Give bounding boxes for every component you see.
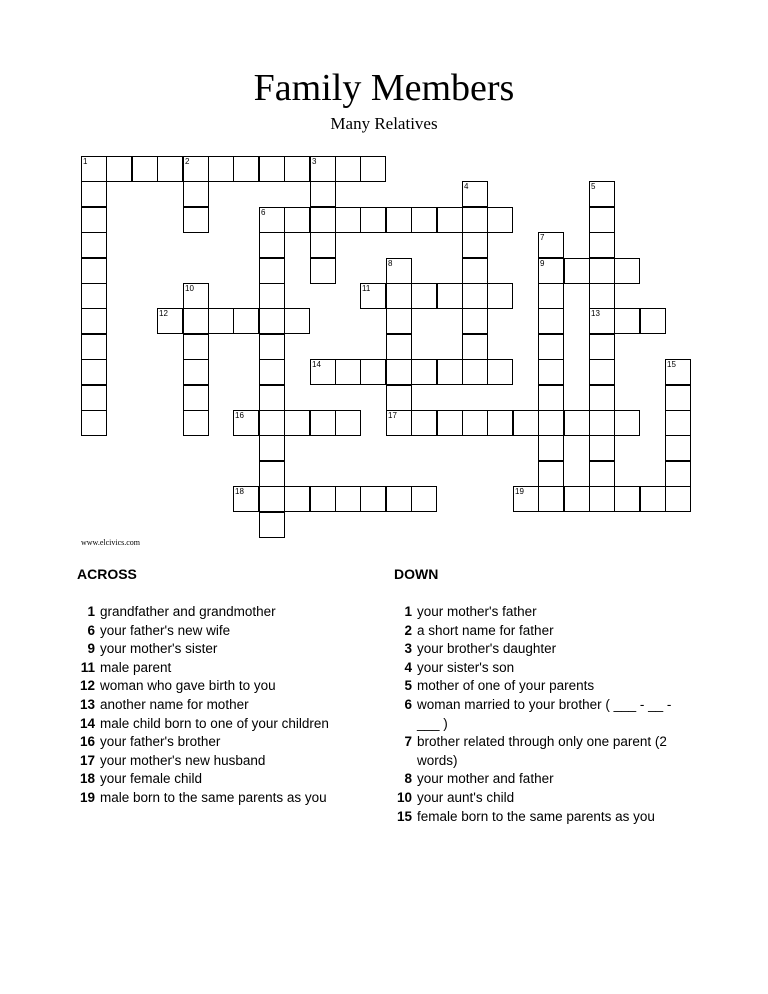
clue-text: your brother's daughter — [417, 641, 557, 657]
down-clue-list — [394, 603, 694, 826]
grid-cell[interactable] — [589, 308, 615, 334]
grid-cell[interactable] — [360, 283, 386, 309]
grid-cell[interactable] — [132, 156, 158, 182]
grid-cell[interactable] — [589, 410, 615, 436]
clue-text: brother related through only one parent (2 words) — [417, 734, 667, 768]
grid-cell[interactable] — [259, 334, 285, 360]
cell-number: 6 — [261, 208, 266, 217]
grid-cell[interactable] — [665, 486, 691, 512]
grid-cell[interactable] — [310, 258, 336, 284]
grid-cell[interactable] — [589, 207, 615, 233]
clue-text: your father's brother — [100, 734, 221, 750]
grid-cell[interactable] — [183, 359, 209, 385]
clue-text: a short name for father — [417, 622, 554, 638]
cell-number: 2 — [185, 157, 190, 166]
clue-number: 1 — [404, 604, 412, 619]
grid-cell[interactable] — [81, 334, 107, 360]
grid-cell[interactable] — [284, 156, 310, 182]
cell-number: 12 — [159, 309, 168, 318]
grid-cell[interactable] — [81, 308, 107, 334]
grid-cell[interactable] — [335, 486, 361, 512]
across-clue-13 — [77, 696, 377, 715]
grid-cell[interactable] — [411, 207, 437, 233]
grid-cell[interactable] — [310, 486, 336, 512]
grid-cell[interactable] — [183, 308, 209, 334]
grid-cell[interactable] — [157, 308, 183, 334]
grid-cell[interactable] — [487, 283, 513, 309]
grid-cell[interactable] — [665, 410, 691, 436]
across-clue-19 — [77, 789, 377, 808]
grid-cell[interactable] — [437, 410, 463, 436]
clue-number: 7 — [404, 734, 412, 750]
clue-text: female born to the same parents as you — [417, 808, 655, 824]
clue-number: 16 — [79, 734, 95, 750]
grid-cell[interactable] — [360, 486, 386, 512]
cell-number: 9 — [540, 259, 545, 268]
grid-cell[interactable] — [538, 486, 564, 512]
grid-cell[interactable] — [411, 283, 437, 309]
grid-cell[interactable] — [259, 385, 285, 411]
clue-text: your aunt's child — [417, 789, 515, 805]
clue-number: 11 — [80, 659, 95, 675]
across-heading: ACROSS — [77, 566, 137, 582]
grid-cell[interactable] — [665, 359, 691, 385]
grid-cell[interactable] — [259, 410, 285, 436]
grid-cell[interactable] — [233, 486, 259, 512]
clue-number: 18 — [79, 771, 95, 787]
grid-cell[interactable] — [335, 410, 361, 436]
clue-text: woman who gave birth to you — [100, 678, 276, 694]
down-heading: DOWN — [394, 566, 439, 582]
down-clue-2 — [394, 622, 694, 641]
clue-text: grandfather and grandmother — [100, 604, 276, 619]
grid-cell[interactable] — [386, 486, 412, 512]
grid-cell[interactable] — [589, 258, 615, 284]
grid-cell[interactable] — [411, 359, 437, 385]
grid-cell[interactable] — [462, 232, 488, 258]
grid-cell[interactable] — [386, 385, 412, 411]
grid-cell[interactable] — [284, 308, 310, 334]
grid-cell[interactable] — [589, 385, 615, 411]
clue-text: your mother and father — [417, 771, 554, 787]
grid-cell[interactable] — [614, 410, 640, 436]
credit-text: www.elcivics.com — [81, 538, 141, 547]
cell-number: 17 — [388, 411, 397, 420]
clue-text: your father's new wife — [100, 622, 231, 638]
cell-number: 4 — [464, 182, 469, 191]
grid-cell[interactable] — [259, 156, 285, 182]
clue-number: 6 — [404, 696, 412, 712]
grid-cell[interactable] — [386, 207, 412, 233]
across-clue-14 — [77, 715, 377, 734]
cell-number: 1 — [83, 157, 88, 166]
grid-cell[interactable] — [386, 334, 412, 360]
grid-cell[interactable] — [183, 181, 209, 207]
grid-cell[interactable] — [614, 258, 640, 284]
clue-number: 3 — [404, 641, 412, 657]
down-clue-10 — [394, 789, 694, 808]
clue-text: your sister's son — [417, 659, 515, 675]
grid-cell[interactable] — [310, 410, 336, 436]
grid-cell[interactable] — [310, 232, 336, 258]
down-clue-1 — [394, 603, 694, 622]
grid-cell[interactable] — [284, 207, 310, 233]
cell-number: 19 — [515, 487, 524, 496]
clue-text: your mother's father — [417, 604, 537, 619]
clue-text: another name for mother — [100, 696, 249, 712]
clue-number: 1 — [87, 604, 95, 619]
grid-cell[interactable] — [259, 461, 285, 487]
cell-number: 13 — [591, 309, 600, 318]
grid-cell[interactable] — [259, 512, 285, 538]
grid-cell[interactable] — [538, 258, 564, 284]
grid-cell[interactable] — [437, 283, 463, 309]
across-clue-16 — [77, 733, 377, 752]
grid-cell[interactable] — [589, 181, 615, 207]
grid-cell[interactable] — [81, 207, 107, 233]
across-clue-17 — [77, 752, 377, 771]
grid-cell[interactable] — [335, 156, 361, 182]
grid-cell[interactable] — [183, 156, 209, 182]
grid-cell[interactable] — [208, 308, 234, 334]
grid-cell[interactable] — [462, 308, 488, 334]
grid-cell[interactable] — [208, 156, 234, 182]
grid-cell[interactable] — [81, 410, 107, 436]
clue-number: 13 — [79, 696, 95, 712]
grid-cell[interactable] — [665, 461, 691, 487]
grid-cell[interactable] — [487, 207, 513, 233]
cell-number: 18 — [235, 487, 244, 496]
across-clue-18 — [77, 770, 377, 789]
down-clues — [394, 566, 694, 826]
grid-cell[interactable] — [81, 359, 107, 385]
grid-cell[interactable] — [259, 486, 285, 512]
grid-cell[interactable] — [360, 156, 386, 182]
grid-cell[interactable] — [233, 308, 259, 334]
grid-cell[interactable] — [614, 486, 640, 512]
grid-cell[interactable] — [640, 486, 666, 512]
clue-number: 14 — [79, 715, 95, 731]
across-clue-6 — [77, 622, 377, 641]
grid-cell[interactable] — [564, 486, 590, 512]
grid-cell[interactable] — [462, 258, 488, 284]
grid-cell[interactable] — [589, 435, 615, 461]
grid-cell[interactable] — [259, 232, 285, 258]
grid-cell[interactable] — [437, 207, 463, 233]
grid-cell[interactable] — [462, 283, 488, 309]
grid-cell[interactable] — [259, 359, 285, 385]
down-clue-5 — [394, 677, 694, 696]
grid-cell[interactable] — [183, 207, 209, 233]
grid-cell[interactable] — [259, 308, 285, 334]
grid-cell[interactable] — [183, 410, 209, 436]
grid-cell[interactable] — [411, 410, 437, 436]
down-clue-7 — [394, 733, 694, 770]
across-clues — [77, 566, 377, 808]
grid-cell[interactable] — [538, 308, 564, 334]
puzzle-subtitle: Many Relatives — [330, 114, 438, 133]
grid-cell[interactable] — [487, 410, 513, 436]
down-clue-6 — [394, 696, 694, 733]
clue-text: mother of one of your parents — [417, 678, 595, 694]
cell-number: 8 — [388, 259, 393, 268]
down-clue-15 — [394, 808, 694, 827]
down-clue-3 — [394, 640, 694, 659]
grid-cell[interactable] — [538, 385, 564, 411]
grid-cell[interactable] — [614, 308, 640, 334]
grid-cell[interactable] — [157, 156, 183, 182]
grid-cell[interactable] — [259, 435, 285, 461]
across-clue-list — [77, 603, 377, 808]
clue-number: 8 — [404, 771, 412, 787]
grid-cell[interactable] — [81, 385, 107, 411]
clue-number: 2 — [404, 622, 412, 638]
clue-text: male born to the same parents as you — [100, 789, 327, 805]
clue-text: your mother's new husband — [100, 752, 266, 768]
clue-number: 10 — [396, 789, 412, 805]
grid-cell[interactable] — [360, 207, 386, 233]
clue-text: woman married to your brother ( ___ - __ - ___ ) — [417, 696, 672, 731]
grid-cell[interactable] — [310, 207, 336, 233]
clue-text: your mother's sister — [100, 641, 218, 657]
grid-cell[interactable] — [589, 486, 615, 512]
grid-cell[interactable] — [589, 334, 615, 360]
grid-cell[interactable] — [386, 308, 412, 334]
grid-cell[interactable] — [360, 359, 386, 385]
clue-number: 5 — [404, 678, 412, 694]
grid-cell[interactable] — [310, 359, 336, 385]
grid-cell[interactable] — [81, 283, 107, 309]
cell-number: 16 — [235, 411, 244, 420]
down-clue-4 — [394, 659, 694, 678]
grid-cell[interactable] — [513, 486, 539, 512]
grid-cell[interactable] — [233, 410, 259, 436]
clue-number: 6 — [87, 622, 95, 638]
clue-number: 19 — [79, 789, 95, 805]
clue-number: 15 — [396, 808, 412, 824]
across-clue-12 — [77, 677, 377, 696]
grid-cell[interactable] — [538, 435, 564, 461]
clue-text: your female child — [100, 771, 203, 787]
grid-cell[interactable] — [284, 410, 310, 436]
grid-cell[interactable] — [259, 283, 285, 309]
down-clue-8 — [394, 770, 694, 789]
grid-cell[interactable] — [538, 283, 564, 309]
grid-cell[interactable] — [81, 232, 107, 258]
grid-cell[interactable] — [640, 308, 666, 334]
puzzle-title: Family Members — [253, 67, 515, 109]
grid-cell[interactable] — [335, 359, 361, 385]
cell-number: 11 — [362, 284, 371, 293]
grid-cell[interactable] — [487, 359, 513, 385]
grid-cell[interactable] — [462, 207, 488, 233]
grid-cell[interactable] — [81, 258, 107, 284]
grid-cell[interactable] — [233, 156, 259, 182]
grid-cell[interactable] — [589, 232, 615, 258]
cell-number: 3 — [312, 157, 317, 166]
grid-cell[interactable] — [106, 156, 132, 182]
grid-cell[interactable] — [665, 435, 691, 461]
grid-cell[interactable] — [462, 334, 488, 360]
grid-cell[interactable] — [183, 334, 209, 360]
grid-cell[interactable] — [538, 334, 564, 360]
across-clue-11 — [77, 659, 377, 678]
grid-cell[interactable] — [589, 359, 615, 385]
grid-cell[interactable] — [564, 258, 590, 284]
grid-cell[interactable] — [564, 410, 590, 436]
clue-number: 12 — [79, 678, 95, 694]
cell-number: 7 — [540, 233, 545, 242]
grid-cell[interactable] — [386, 283, 412, 309]
clue-text: male child born to one of your children — [100, 715, 329, 731]
grid-cell[interactable] — [538, 232, 564, 258]
grid-cell[interactable] — [386, 258, 412, 284]
grid-cell[interactable] — [81, 181, 107, 207]
grid-cell[interactable] — [335, 207, 361, 233]
grid-cell[interactable] — [665, 385, 691, 411]
across-clue-9 — [77, 640, 377, 659]
grid-cell[interactable] — [462, 410, 488, 436]
across-clue-1 — [77, 603, 377, 622]
grid-cell[interactable] — [183, 283, 209, 309]
grid-cell[interactable] — [284, 486, 310, 512]
grid-cell[interactable] — [259, 207, 285, 233]
cell-number: 14 — [312, 360, 321, 369]
grid-cell[interactable] — [310, 156, 336, 182]
grid-cell[interactable] — [386, 359, 412, 385]
clue-number: 9 — [87, 641, 95, 657]
clue-number: 4 — [404, 659, 412, 675]
grid-cell[interactable] — [589, 283, 615, 309]
grid-cell[interactable] — [183, 385, 209, 411]
grid-cell[interactable] — [462, 181, 488, 207]
grid-cell[interactable] — [538, 461, 564, 487]
grid-cell[interactable] — [513, 410, 539, 436]
grid-cell[interactable] — [538, 359, 564, 385]
grid-cell[interactable] — [310, 181, 336, 207]
grid-cell[interactable] — [411, 486, 437, 512]
grid-cell[interactable] — [437, 359, 463, 385]
cell-number: 10 — [185, 284, 194, 293]
cell-number: 5 — [591, 182, 596, 191]
grid-cell[interactable] — [259, 258, 285, 284]
clue-text: male parent — [100, 659, 172, 675]
grid-cell[interactable] — [589, 461, 615, 487]
grid-cell[interactable] — [462, 359, 488, 385]
grid-cell[interactable] — [386, 410, 412, 436]
cell-number: 15 — [667, 360, 676, 369]
grid-cell[interactable] — [538, 410, 564, 436]
grid-cell[interactable] — [81, 156, 107, 182]
clue-number: 17 — [79, 752, 95, 768]
